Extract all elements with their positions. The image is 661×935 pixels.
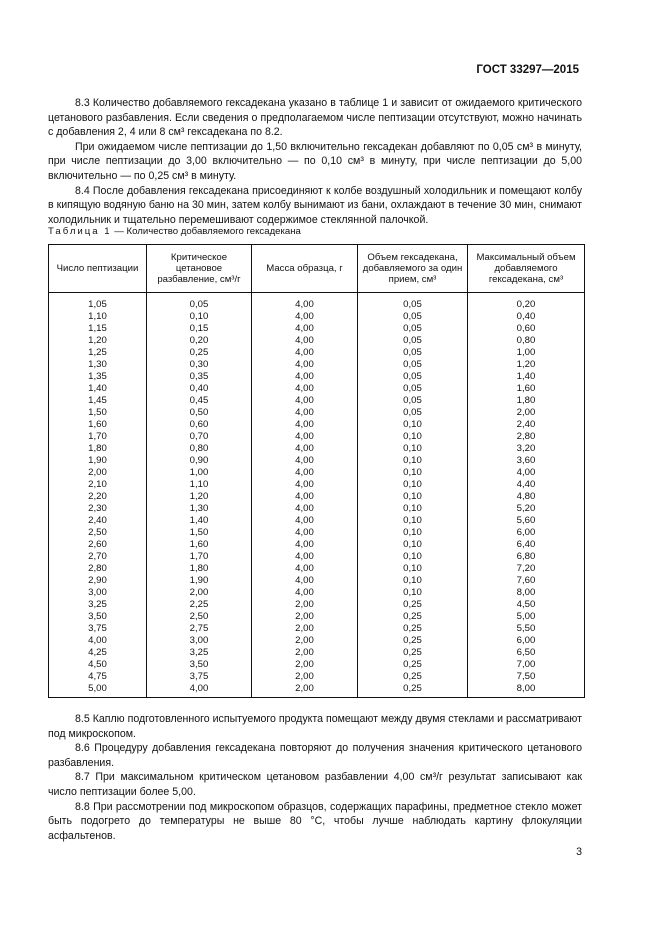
table-cell: 1,10 [49, 311, 147, 323]
table-row [49, 587, 585, 599]
table-cell: 2,00 [252, 659, 358, 671]
table-cell: 4,00 [252, 335, 358, 347]
table-cell: 3,50 [147, 659, 252, 671]
table-cell: 0,80 [147, 443, 252, 455]
table-cell: 1,45 [49, 395, 147, 407]
table-cell: 3,25 [147, 647, 252, 659]
table-cell: 1,60 [49, 419, 147, 431]
table-cell: 1,20 [468, 359, 585, 371]
table-cell: 1,05 [49, 293, 147, 312]
table-row [49, 683, 585, 698]
table-cell: 2,00 [252, 599, 358, 611]
table-cell: 3,00 [147, 635, 252, 647]
table-cell: 0,20 [468, 293, 585, 312]
table-row [49, 539, 585, 551]
table-cell: 4,00 [252, 383, 358, 395]
table-cell: 0,20 [147, 335, 252, 347]
table-cell: 1,25 [49, 347, 147, 359]
table-cell: 3,25 [49, 599, 147, 611]
table-cell: 2,40 [468, 419, 585, 431]
table-cell: 4,00 [252, 479, 358, 491]
table-row [49, 563, 585, 575]
table-cell: 2,00 [252, 683, 358, 698]
table-cell: 0,10 [358, 539, 468, 551]
table-cell: 1,50 [147, 527, 252, 539]
table-cell: 8,00 [468, 587, 585, 599]
table-cell: 5,20 [468, 503, 585, 515]
table-cell: 4,00 [252, 323, 358, 335]
table-cell: 7,60 [468, 575, 585, 587]
header-sample-mass: Масса образца, г [252, 245, 358, 293]
table-cell: 4,00 [252, 563, 358, 575]
paragraph-8-3: 8.3 Количество добавляемого гексадекана указано в таблице 1 и зависит от ожидаемого критического цетанового разбавления. Если сведения о предполагаемом числе пептизации отсутствуют, можно начинать с добавления 2, 4 или 8 см³ гексадекана по 8.2. [48, 97, 582, 139]
table-body [49, 293, 585, 698]
table-cell: 0,10 [358, 587, 468, 599]
table-cell: 0,10 [358, 431, 468, 443]
table-cell: 0,60 [147, 419, 252, 431]
paragraph-8-4: 8.4 После добавления гексадекана присоединяют к колбе воздушный холодильник и помещают колбу в кипящую водяную баню на 30 мин, затем колбу вынимают из бани, охлаждают в течение 30 мин, снимают холодильник и тщательно перемешивают содержимое стеклянной палочкой. [48, 184, 582, 226]
table-cell: 1,35 [49, 371, 147, 383]
table-cell: 4,00 [252, 443, 358, 455]
table-row [49, 293, 585, 312]
table-cell: 4,00 [252, 347, 358, 359]
table-cell: 1,40 [468, 371, 585, 383]
table-cell: 5,60 [468, 515, 585, 527]
table-cell: 7,20 [468, 563, 585, 575]
table-cell: 6,80 [468, 551, 585, 563]
table-cell: 0,25 [358, 659, 468, 671]
table-cell: 2,00 [252, 623, 358, 635]
table-cell: 0,10 [358, 455, 468, 467]
table-row [49, 515, 585, 527]
page-number: 3 [576, 846, 582, 858]
table-cell: 1,80 [49, 443, 147, 455]
table-cell: 0,25 [358, 683, 468, 698]
table-cell: 4,00 [252, 407, 358, 419]
table-cell: 0,05 [358, 347, 468, 359]
table-cell: 0,05 [358, 323, 468, 335]
table-cell: 3,75 [147, 671, 252, 683]
header-critical-dilution: Критическое цетановое разбавление, см³/г [147, 245, 252, 293]
table-row [49, 323, 585, 335]
table-cell: 0,05 [358, 395, 468, 407]
table-cell: 8,00 [468, 683, 585, 698]
table-cell: 2,25 [147, 599, 252, 611]
table-cell: 4,00 [252, 575, 358, 587]
hexadecane-table [48, 244, 585, 698]
table-cell: 1,30 [49, 359, 147, 371]
table-cell: 1,00 [147, 467, 252, 479]
table-row [49, 647, 585, 659]
table-cell: 2,50 [49, 527, 147, 539]
table-cell: 1,20 [147, 491, 252, 503]
table-row [49, 527, 585, 539]
table-cell: 0,25 [358, 623, 468, 635]
table-row [49, 407, 585, 419]
table-cell: 1,40 [49, 383, 147, 395]
table-cell: 1,20 [49, 335, 147, 347]
table-cell: 0,90 [147, 455, 252, 467]
table-row [49, 551, 585, 563]
table-cell: 4,00 [147, 683, 252, 698]
table-cell: 7,00 [468, 659, 585, 671]
table-cell: 2,80 [468, 431, 585, 443]
table-cell: 1,00 [468, 347, 585, 359]
table-cell: 4,00 [252, 527, 358, 539]
table-cell: 6,00 [468, 527, 585, 539]
table-row [49, 443, 585, 455]
table-cell: 2,10 [49, 479, 147, 491]
document-header: ГОСТ 33297—2015 [476, 64, 579, 76]
table-cell: 2,60 [49, 539, 147, 551]
hexadecane-table-container [48, 244, 584, 698]
table-cell: 2,00 [252, 611, 358, 623]
table-cell: 4,50 [468, 599, 585, 611]
table-cell: 2,40 [49, 515, 147, 527]
table-row [49, 359, 585, 371]
table-cell: 0,05 [147, 293, 252, 312]
table-caption-label: Таблица 1 [48, 226, 112, 237]
table-row [49, 659, 585, 671]
paragraph-8-7: 8.7 При максимальном критическом цетановом разбавлении 4,00 см³/г результат записывают как число пептизации более 5,00. [48, 771, 582, 798]
table-cell: 4,50 [49, 659, 147, 671]
table-row [49, 479, 585, 491]
table-row [49, 395, 585, 407]
table-cell: 2,80 [49, 563, 147, 575]
paragraph-hexadecane-rate: При ожидаемом числе пептизации до 1,50 включительно гексадекан добавляют по 0,05 см³ в минуту, при числе пептизации до 3,00 включительно — по 0,10 см³ в минуту, при числе пептизации до 5,00 включительно — по 0,25 см³ в минуту. [48, 140, 582, 182]
table-caption-title: — Количество добавляемого гексадекана [111, 226, 301, 237]
table-cell: 0,10 [358, 491, 468, 503]
table-cell: 4,00 [252, 395, 358, 407]
table-cell: 0,80 [468, 335, 585, 347]
table-cell: 4,25 [49, 647, 147, 659]
table-cell: 5,00 [468, 611, 585, 623]
table-cell: 2,70 [49, 551, 147, 563]
table-cell: 4,00 [252, 293, 358, 312]
table-cell: 6,40 [468, 539, 585, 551]
table-cell: 0,10 [358, 515, 468, 527]
table-row [49, 599, 585, 611]
table-cell: 0,25 [358, 635, 468, 647]
table-cell: 1,90 [49, 455, 147, 467]
table-cell: 1,15 [49, 323, 147, 335]
table-cell: 0,05 [358, 335, 468, 347]
table-cell: 0,25 [358, 599, 468, 611]
table-cell: 6,00 [468, 635, 585, 647]
table-cell: 0,10 [147, 311, 252, 323]
table-row [49, 371, 585, 383]
table-cell: 1,60 [468, 383, 585, 395]
table-cell: 2,00 [468, 407, 585, 419]
table-cell: 1,70 [49, 431, 147, 443]
table-cell: 0,60 [468, 323, 585, 335]
header-volume-per-addition: Объем гексадекана, добавляемого за один прием, см³ [358, 245, 468, 293]
table-row [49, 611, 585, 623]
table-cell: 2,00 [252, 647, 358, 659]
table-row [49, 503, 585, 515]
table-cell: 0,45 [147, 395, 252, 407]
table-cell: 0,05 [358, 311, 468, 323]
table-cell: 0,30 [147, 359, 252, 371]
table-cell: 0,10 [358, 467, 468, 479]
table-cell: 0,25 [147, 347, 252, 359]
table-cell: 2,00 [49, 467, 147, 479]
table-caption [48, 226, 301, 237]
table-row [49, 311, 585, 323]
table-cell: 4,75 [49, 671, 147, 683]
table-cell: 4,00 [252, 419, 358, 431]
table-cell: 0,40 [147, 383, 252, 395]
table-cell: 1,30 [147, 503, 252, 515]
table-cell: 0,15 [147, 323, 252, 335]
table-cell: 3,75 [49, 623, 147, 635]
table-row [49, 467, 585, 479]
table-cell: 0,25 [358, 647, 468, 659]
table-cell: 0,10 [358, 479, 468, 491]
table-cell: 1,40 [147, 515, 252, 527]
table-cell: 1,90 [147, 575, 252, 587]
table-cell: 0,10 [358, 563, 468, 575]
table-row [49, 671, 585, 683]
table-cell: 0,10 [358, 443, 468, 455]
table-cell: 5,00 [49, 683, 147, 698]
table-row [49, 623, 585, 635]
top-text-section [48, 96, 582, 227]
table-cell: 0,05 [358, 359, 468, 371]
table-cell: 1,80 [468, 395, 585, 407]
table-cell: 3,00 [49, 587, 147, 599]
table-cell: 0,10 [358, 503, 468, 515]
header-peptization-number: Число пептизации [49, 245, 147, 293]
table-cell: 1,70 [147, 551, 252, 563]
table-cell: 4,00 [252, 371, 358, 383]
table-cell: 0,40 [468, 311, 585, 323]
paragraph-8-8: 8.8 При рассмотрении под микроскопом образцов, содержащих парафины, предметное стекло может быть подогрето до температуры не выше 80 °С, чтобы лучше наблюдать картину флокуляции асфальтенов. [48, 800, 582, 842]
table-cell: 4,00 [252, 587, 358, 599]
table-cell: 0,25 [358, 671, 468, 683]
table-cell: 4,80 [468, 491, 585, 503]
table-cell: 0,10 [358, 575, 468, 587]
table-cell: 3,20 [468, 443, 585, 455]
table-cell: 4,00 [252, 491, 358, 503]
table-cell: 2,90 [49, 575, 147, 587]
table-cell: 4,00 [252, 359, 358, 371]
table-cell: 4,00 [252, 515, 358, 527]
table-cell: 0,05 [358, 371, 468, 383]
table-row [49, 575, 585, 587]
table-cell: 2,50 [147, 611, 252, 623]
table-cell: 4,00 [252, 551, 358, 563]
table-row [49, 491, 585, 503]
table-cell: 4,00 [252, 503, 358, 515]
table-cell: 0,05 [358, 293, 468, 312]
table-cell: 0,50 [147, 407, 252, 419]
table-cell: 0,10 [358, 527, 468, 539]
table-row [49, 383, 585, 395]
table-cell: 0,10 [358, 551, 468, 563]
table-cell: 5,50 [468, 623, 585, 635]
table-cell: 3,60 [468, 455, 585, 467]
table-row [49, 419, 585, 431]
table-row [49, 455, 585, 467]
table-cell: 4,40 [468, 479, 585, 491]
table-cell: 2,00 [252, 635, 358, 647]
table-cell: 6,50 [468, 647, 585, 659]
table-cell: 2,20 [49, 491, 147, 503]
table-cell: 1,80 [147, 563, 252, 575]
table-cell: 0,35 [147, 371, 252, 383]
table-cell: 0,10 [358, 419, 468, 431]
table-cell: 2,75 [147, 623, 252, 635]
table-cell: 0,05 [358, 407, 468, 419]
bottom-text-section [48, 712, 582, 843]
table-cell: 4,00 [252, 311, 358, 323]
table-row [49, 431, 585, 443]
table-cell: 3,50 [49, 611, 147, 623]
table-cell: 1,10 [147, 479, 252, 491]
table-cell: 4,00 [252, 431, 358, 443]
table-cell: 4,00 [252, 455, 358, 467]
table-cell: 4,00 [49, 635, 147, 647]
table-cell: 1,60 [147, 539, 252, 551]
table-header-row [49, 245, 585, 293]
paragraph-8-5: 8.5 Каплю подготовленного испытуемого продукта помещают между двумя стеклами и рассматривают под микроскопом. [48, 713, 582, 740]
table-cell: 1,50 [49, 407, 147, 419]
table-cell: 4,00 [252, 539, 358, 551]
table-cell: 4,00 [468, 467, 585, 479]
table-cell: 2,30 [49, 503, 147, 515]
table-row [49, 335, 585, 347]
header-max-volume: Максимальный объем добавляемого гексадекана, см³ [468, 245, 585, 293]
table-cell: 0,70 [147, 431, 252, 443]
table-cell: 2,00 [147, 587, 252, 599]
table-row [49, 635, 585, 647]
table-cell: 4,00 [252, 467, 358, 479]
table-cell: 2,00 [252, 671, 358, 683]
table-row [49, 347, 585, 359]
paragraph-8-6: 8.6 Процедуру добавления гексадекана повторяют до получения значения критического цетанового разбавления. [48, 742, 582, 769]
table-cell: 0,05 [358, 383, 468, 395]
table-cell: 7,50 [468, 671, 585, 683]
table-cell: 0,25 [358, 611, 468, 623]
